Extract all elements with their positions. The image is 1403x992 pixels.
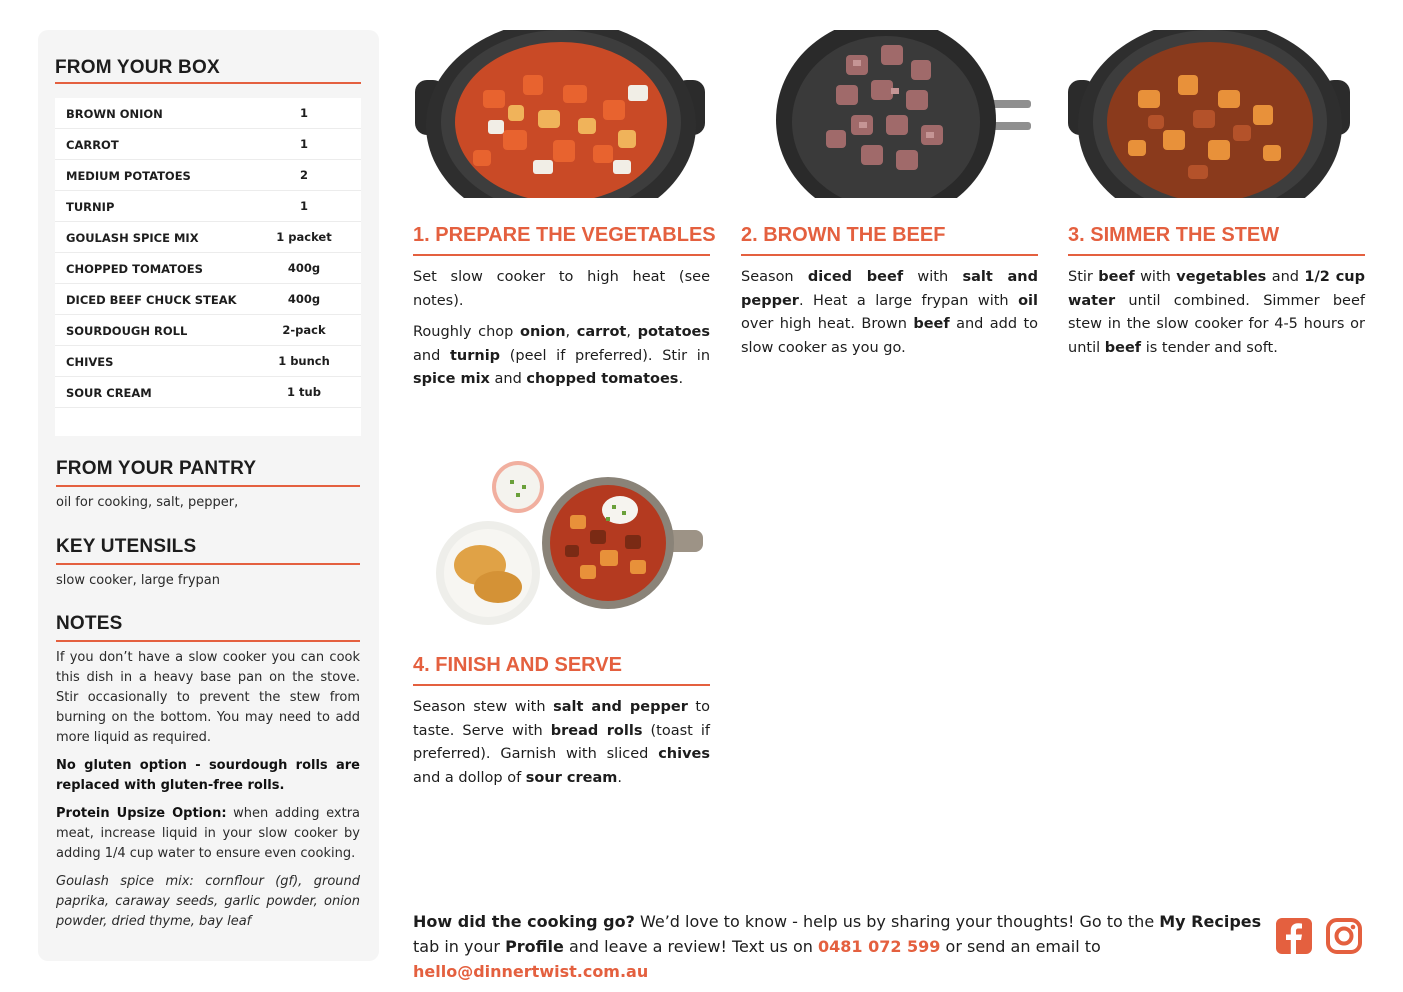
key-utensils-heading: KEY UTENSILS	[56, 536, 197, 557]
ingredient-name: MEDIUM POTATOES	[66, 169, 191, 183]
spice-mix-note: Goulash spice mix: cornflour (gf), ground paprika, caraway seeds, garlic powder, onion powder, dried thyme, bay leaf	[56, 874, 360, 929]
divider	[56, 563, 360, 565]
ingredient-qty: 400g	[287, 261, 321, 275]
ingredient-qty: 1	[299, 106, 308, 120]
emphasis-text: carrot	[576, 324, 627, 340]
step-4-photo	[430, 455, 705, 630]
sidebar-panel	[38, 30, 379, 961]
step-1-text	[413, 266, 710, 400]
step-3-paragraph-1: Stir beef with vegetables and 1/2 cup water until combined. Simmer beef stew in the slow cooker for 4-5 hours or until beef is tender and soft.	[1068, 269, 1366, 356]
phone-link[interactable]: 0481 072 599	[817, 937, 941, 956]
step-4-paragraph-1: Season stew with salt and pepper to taste. Serve with bread rolls (toast if preferred). Garnish with sliced chives and a dollop of sour cream.	[413, 699, 710, 786]
ingredient-name: TURNIP	[66, 200, 115, 214]
divider	[413, 254, 710, 256]
emphasis-text: oil	[1018, 292, 1038, 309]
step-3-text	[1068, 266, 1365, 368]
notes-paragraph: If you don’t have a slow cooker you can cook this dish in a heavy base pan on the stove. Stir occasionally to prevent the stew from burning on the bottom. You may need to add more liquid as required.	[56, 650, 360, 745]
emphasis-text: beef	[1098, 269, 1135, 285]
feedback-footer	[413, 909, 1263, 984]
divider	[56, 485, 360, 487]
footer-text: and leave a review! Text us on	[563, 937, 818, 956]
step-2-paragraph-1: Season diced beef with salt and pepper. Heat a large frypan with oil over high heat. Brown beef and add to slow cooker as you go.	[741, 269, 1038, 356]
ingredient-row	[55, 315, 361, 346]
email-link[interactable]: hello@dinnertwist.com.au	[413, 962, 649, 981]
from-your-pantry-heading: FROM YOUR PANTRY	[56, 458, 257, 479]
ingredient-name: BROWN ONION	[66, 107, 163, 121]
divider	[741, 254, 1038, 256]
divider	[55, 82, 361, 84]
pantry-text: oil for cooking, salt, pepper,	[56, 495, 239, 510]
step-3-title: 3. SIMMER THE STEW	[1068, 224, 1280, 246]
ingredient-row	[55, 98, 361, 129]
ingredient-name: DICED BEEF CHUCK STEAK	[66, 293, 237, 307]
my-recipes-label: My Recipes	[1159, 912, 1262, 931]
emphasis-text: salt and pepper	[553, 699, 688, 715]
footer-text: or send an email to	[940, 937, 1101, 956]
profile-label: Profile	[505, 937, 564, 956]
step-4-title: 4. FINISH AND SERVE	[413, 654, 622, 676]
emphasis-text: sour cream	[525, 769, 618, 786]
emphasis-text: beef	[1104, 339, 1142, 356]
ingredient-row	[55, 191, 361, 222]
ingredient-qty: 1 tub	[287, 385, 321, 399]
ingredient-row	[55, 222, 361, 253]
protein-upsize-note	[56, 804, 360, 864]
emphasis-text: chopped tomatoes	[526, 371, 679, 387]
ingredient-qty: 2-pack	[282, 323, 326, 337]
step-2-photo	[741, 30, 1038, 198]
step-1-paragraph-1: Set slow cooker to high heat (see notes).	[413, 269, 710, 309]
step-2-title: 2. BROWN THE BEEF	[741, 224, 946, 246]
emphasis-text: turnip	[449, 347, 501, 364]
divider	[413, 684, 710, 686]
feedback-question: How did the cooking go?	[413, 912, 635, 931]
ingredient-row	[55, 346, 361, 377]
ingredient-name: CARROT	[66, 138, 119, 152]
ingredient-qty: 1	[299, 199, 308, 213]
from-your-box-heading: FROM YOUR BOX	[55, 57, 220, 78]
emphasis-text: bread rolls	[550, 722, 643, 739]
facebook-icon[interactable]	[1275, 917, 1313, 955]
gluten-note	[56, 756, 360, 796]
notes-heading: NOTES	[56, 613, 123, 634]
ingredient-row	[55, 253, 361, 284]
ingredient-qty: 400g	[287, 292, 321, 306]
ingredient-row	[55, 160, 361, 191]
emphasis-text: salt and pepper	[741, 269, 1038, 309]
step-4-text	[413, 696, 710, 798]
ingredient-row	[55, 129, 361, 160]
protein-upsize-label: Protein Upsize Option:	[56, 806, 227, 821]
ingredient-qty: 1 bunch	[278, 354, 330, 368]
ingredients-table	[55, 98, 361, 436]
instagram-icon[interactable]	[1325, 917, 1363, 955]
emphasis-text: beef	[913, 316, 950, 332]
emphasis-text: onion	[519, 324, 566, 340]
emphasis-text: spice mix	[413, 371, 490, 387]
step-3-photo	[1068, 30, 1365, 198]
served-stew-image	[430, 455, 705, 630]
ingredient-qty: 1 packet	[276, 230, 332, 244]
frypan-beef-image	[741, 30, 1038, 198]
ingredient-qty: 1	[299, 137, 308, 151]
footer-text: tab in your	[413, 937, 506, 956]
step-1-photo	[413, 30, 710, 198]
step-1-paragraph-2: Roughly chop onion, carrot, potatoes and turnip (peel if preferred). Stir in spice mix and chopped tomatoes.	[413, 324, 711, 387]
step-2-text	[741, 266, 1038, 368]
divider	[56, 640, 360, 642]
ingredient-qty: 2	[299, 168, 308, 182]
gluten-note-text: No gluten option - sourdough rolls are replaced with gluten-free rolls.	[56, 758, 360, 793]
emphasis-text: 1/2 cup water	[1068, 269, 1366, 309]
ingredient-name: SOUR CREAM	[66, 386, 152, 400]
footer-text: We’d love to know - help us by sharing your thoughts! Go to the	[634, 912, 1160, 931]
emphasis-text: chives	[658, 746, 710, 762]
protein-upsize-text: when adding extra meat, increase liquid in your slow cooker by adding 1/4 cup water to ensure even cooking.	[56, 806, 361, 861]
ingredient-name: CHOPPED TOMATOES	[66, 262, 203, 276]
ingredient-name: SOURDOUGH ROLL	[66, 324, 188, 338]
slow-cooker-stew-image	[1068, 30, 1365, 198]
emphasis-text: diced beef	[807, 269, 904, 285]
emphasis-text: vegetables	[1176, 269, 1267, 285]
slow-cooker-vegetables-image	[413, 30, 710, 198]
ingredient-row	[55, 377, 361, 408]
utensils-text: slow cooker, large frypan	[56, 573, 220, 588]
ingredient-name: CHIVES	[66, 355, 114, 369]
divider	[1068, 254, 1365, 256]
ingredient-name: GOULASH SPICE MIX	[66, 231, 199, 245]
ingredient-row	[55, 284, 361, 315]
step-1-title: 1. PREPARE THE VEGETABLES	[413, 224, 716, 246]
emphasis-text: potatoes	[637, 324, 710, 340]
